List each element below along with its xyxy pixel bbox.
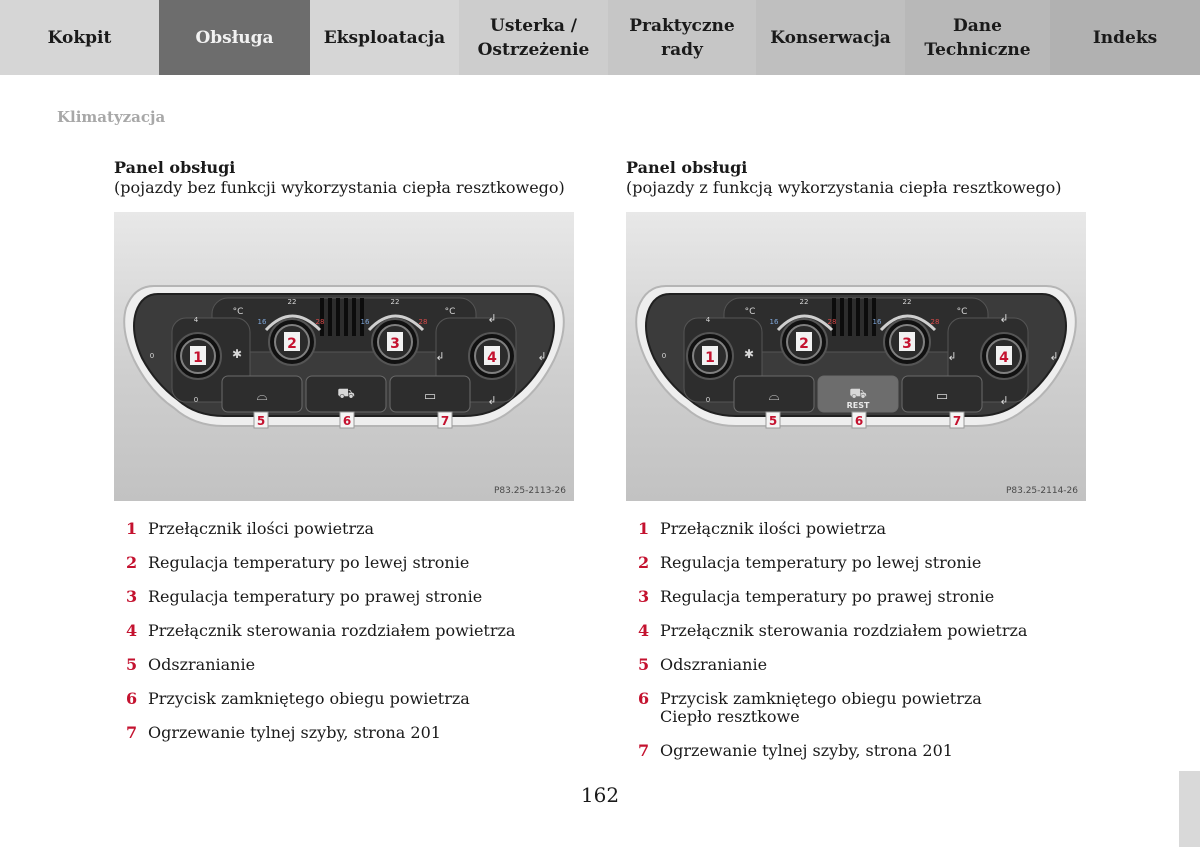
- list-item: [126, 656, 515, 674]
- unit-label: °C: [232, 307, 244, 317]
- knob-number: 1: [193, 350, 203, 366]
- item-text: Przełącznik ilości powietrza: [148, 519, 375, 538]
- item-number: 1: [126, 519, 138, 538]
- panel-column-left: [114, 158, 579, 742]
- fan-mark: 0: [193, 396, 199, 404]
- callout-6: [340, 412, 354, 428]
- list-item: [126, 690, 515, 708]
- rotary-knob-3: [884, 319, 930, 365]
- air-direction-icon: ↲: [487, 312, 497, 325]
- item-number: 6: [126, 689, 138, 708]
- callout-7: [438, 412, 452, 428]
- list-item: [638, 742, 1027, 760]
- item-number: 7: [638, 741, 650, 760]
- knob-number: 2: [287, 336, 297, 352]
- item-text: Przycisk zamkniętego obiegu powietrza: [148, 689, 470, 708]
- item-number: 4: [126, 621, 138, 640]
- panel-title: Panel obsługi: [114, 158, 236, 177]
- fan-mark: 4: [193, 316, 199, 324]
- temperature-mark: 28: [930, 318, 940, 326]
- item-number: 2: [638, 553, 650, 572]
- control-panel-photo: [626, 212, 1086, 501]
- rear-window-heater-icon: ▭: [935, 389, 949, 404]
- item-text: Ogrzewanie tylnej szyby, strona 201: [148, 723, 441, 742]
- item-text: Przycisk zamkniętego obiegu powietrza Ciepło resztkowe: [660, 689, 982, 726]
- unit-label: °C: [444, 307, 456, 317]
- callout-number: 7: [952, 414, 962, 428]
- defrost-icon: ⌓: [768, 388, 780, 404]
- temperature-mark: 16: [769, 318, 779, 326]
- knob-number: 1: [705, 350, 715, 366]
- vent-slat: [832, 298, 836, 336]
- callout-number: 5: [768, 414, 778, 428]
- chapter-navigation: [0, 0, 1200, 75]
- air-direction-icon: ↲: [435, 350, 445, 363]
- item-text: Przełącznik ilości powietrza: [660, 519, 887, 538]
- recirculation-icon: ⛟: [337, 386, 355, 402]
- tab-dane-techniczne[interactable]: Dane Techniczne: [905, 0, 1050, 75]
- unit-label: °C: [744, 307, 756, 317]
- callout-number: 6: [854, 414, 864, 428]
- knob-number: 4: [999, 350, 1009, 366]
- vent-slat: [336, 298, 340, 336]
- temperature-mark: 16: [360, 318, 370, 326]
- air-direction-icon: ↲: [487, 394, 497, 407]
- list-item: [638, 656, 1027, 674]
- recirculation-icon: ⛟: [849, 386, 867, 402]
- vent-slat: [320, 298, 324, 336]
- air-direction-icon: ↲: [537, 350, 547, 363]
- callout-6: [852, 412, 866, 428]
- item-text: Ogrzewanie tylnej szyby, strona 201: [660, 741, 953, 760]
- rotary-knob-4: [469, 333, 515, 379]
- item-number: 5: [638, 655, 650, 674]
- fan-icon: ✱: [231, 347, 243, 361]
- list-item: [638, 554, 1027, 572]
- list-item: [638, 588, 1027, 606]
- defrost-icon: ⌓: [256, 388, 268, 404]
- temperature-mark: 16: [872, 318, 882, 326]
- air-direction-icon: ↲: [999, 394, 1009, 407]
- fan-icon: ✱: [743, 347, 755, 361]
- list-item: [126, 622, 515, 640]
- climate-control-panel-illustration: [626, 212, 1086, 501]
- unit-label: °C: [956, 307, 968, 317]
- climate-control-panel-illustration: [114, 212, 574, 501]
- image-code: P83.25-2114-26: [1005, 486, 1078, 496]
- knob-number: 4: [487, 350, 497, 366]
- fan-mark: 0: [149, 352, 155, 360]
- temperature-mark: 22: [799, 298, 809, 306]
- list-item: [126, 588, 515, 606]
- item-number: 3: [638, 587, 650, 606]
- control-panel-photo: [114, 212, 574, 501]
- rotary-knob-3: [372, 319, 418, 365]
- rotary-knob-4: [981, 333, 1027, 379]
- page-number: 162: [580, 783, 620, 807]
- panel-column-right: [626, 158, 1091, 760]
- vent-slat: [360, 298, 364, 336]
- list-item: [638, 520, 1027, 538]
- list-item: [638, 690, 1027, 726]
- rotary-knob-2: [781, 319, 827, 365]
- air-direction-icon: ↲: [1049, 350, 1059, 363]
- list-item: [126, 724, 515, 742]
- item-text: Odszranianie: [660, 655, 768, 674]
- vent-slat: [864, 298, 868, 336]
- air-direction-icon: ↲: [947, 350, 957, 363]
- item-text: Regulacja temperatury po prawej stronie: [148, 587, 483, 606]
- rotary-knob-1: [175, 333, 221, 379]
- panel-subtitle: (pojazdy z funkcją wykorzystania ciepła resztkowego): [626, 178, 1062, 197]
- tab-usterka-ostrzezenie[interactable]: Usterka / Ostrzeżenie: [459, 0, 608, 75]
- vent-slat: [344, 298, 348, 336]
- temperature-mark: 22: [902, 298, 912, 306]
- item-text: Odszranianie: [148, 655, 256, 674]
- item-text: Regulacja temperatury po lewej stronie: [148, 553, 470, 572]
- temperature-mark: 16: [257, 318, 267, 326]
- vent-slat: [328, 298, 332, 336]
- item-number: 4: [638, 621, 650, 640]
- legend-list: [126, 520, 515, 758]
- temperature-mark: 28: [418, 318, 428, 326]
- fan-mark: 0: [661, 352, 667, 360]
- legend-list: [638, 520, 1027, 776]
- callout-number: 6: [342, 414, 352, 428]
- item-number: 6: [638, 689, 650, 708]
- item-number: 7: [126, 723, 138, 742]
- item-text: Regulacja temperatury po prawej stronie: [660, 587, 995, 606]
- vent-slat: [872, 298, 876, 336]
- list-item: [126, 520, 515, 538]
- item-number: 2: [126, 553, 138, 572]
- image-code: P83.25-2113-26: [493, 486, 566, 496]
- knob-number: 3: [390, 336, 400, 352]
- page-edge-tab: [1179, 771, 1200, 847]
- tab-obsluga[interactable]: Obsługa: [159, 0, 310, 75]
- vent-slat: [848, 298, 852, 336]
- section-title: Klimatyzacja: [57, 108, 166, 126]
- list-item: [638, 622, 1027, 640]
- rest-label: REST: [846, 401, 870, 410]
- tab-kokpit[interactable]: Kokpit: [0, 0, 159, 75]
- rotary-knob-2: [269, 319, 315, 365]
- callout-number: 7: [440, 414, 450, 428]
- item-number: 5: [126, 655, 138, 674]
- tab-indeks[interactable]: Indeks: [1050, 0, 1200, 75]
- fan-mark: 0: [705, 396, 711, 404]
- panel-subtitle: (pojazdy bez funkcji wykorzystania ciepła resztkowego): [114, 178, 565, 197]
- callout-number: 5: [256, 414, 266, 428]
- knob-number: 3: [902, 336, 912, 352]
- knob-number: 2: [799, 336, 809, 352]
- item-text: Regulacja temperatury po lewej stronie: [660, 553, 982, 572]
- temperature-mark: 22: [287, 298, 297, 306]
- tab-konserwacja[interactable]: Konserwacja: [756, 0, 905, 75]
- callout-5: [254, 412, 268, 428]
- temperature-mark: 22: [390, 298, 400, 306]
- vent-slat: [352, 298, 356, 336]
- air-direction-icon: ↲: [999, 312, 1009, 325]
- tab-eksploatacja[interactable]: Eksploatacja: [310, 0, 459, 75]
- vent-slat: [856, 298, 860, 336]
- fan-mark: 4: [705, 316, 711, 324]
- item-number: 3: [126, 587, 138, 606]
- item-text: Przełącznik sterowania rozdziałem powietrza: [660, 621, 1028, 640]
- item-number: 1: [638, 519, 650, 538]
- panel-title: Panel obsługi: [626, 158, 748, 177]
- callout-5: [766, 412, 780, 428]
- item-text: Przełącznik sterowania rozdziałem powietrza: [148, 621, 516, 640]
- rear-window-heater-icon: ▭: [423, 389, 437, 404]
- vent-slat: [840, 298, 844, 336]
- list-item: [126, 554, 515, 572]
- rotary-knob-1: [687, 333, 733, 379]
- temperature-mark: 28: [315, 318, 325, 326]
- tab-praktyczne-rady[interactable]: Praktyczne rady: [608, 0, 756, 75]
- temperature-mark: 28: [827, 318, 837, 326]
- callout-7: [950, 412, 964, 428]
